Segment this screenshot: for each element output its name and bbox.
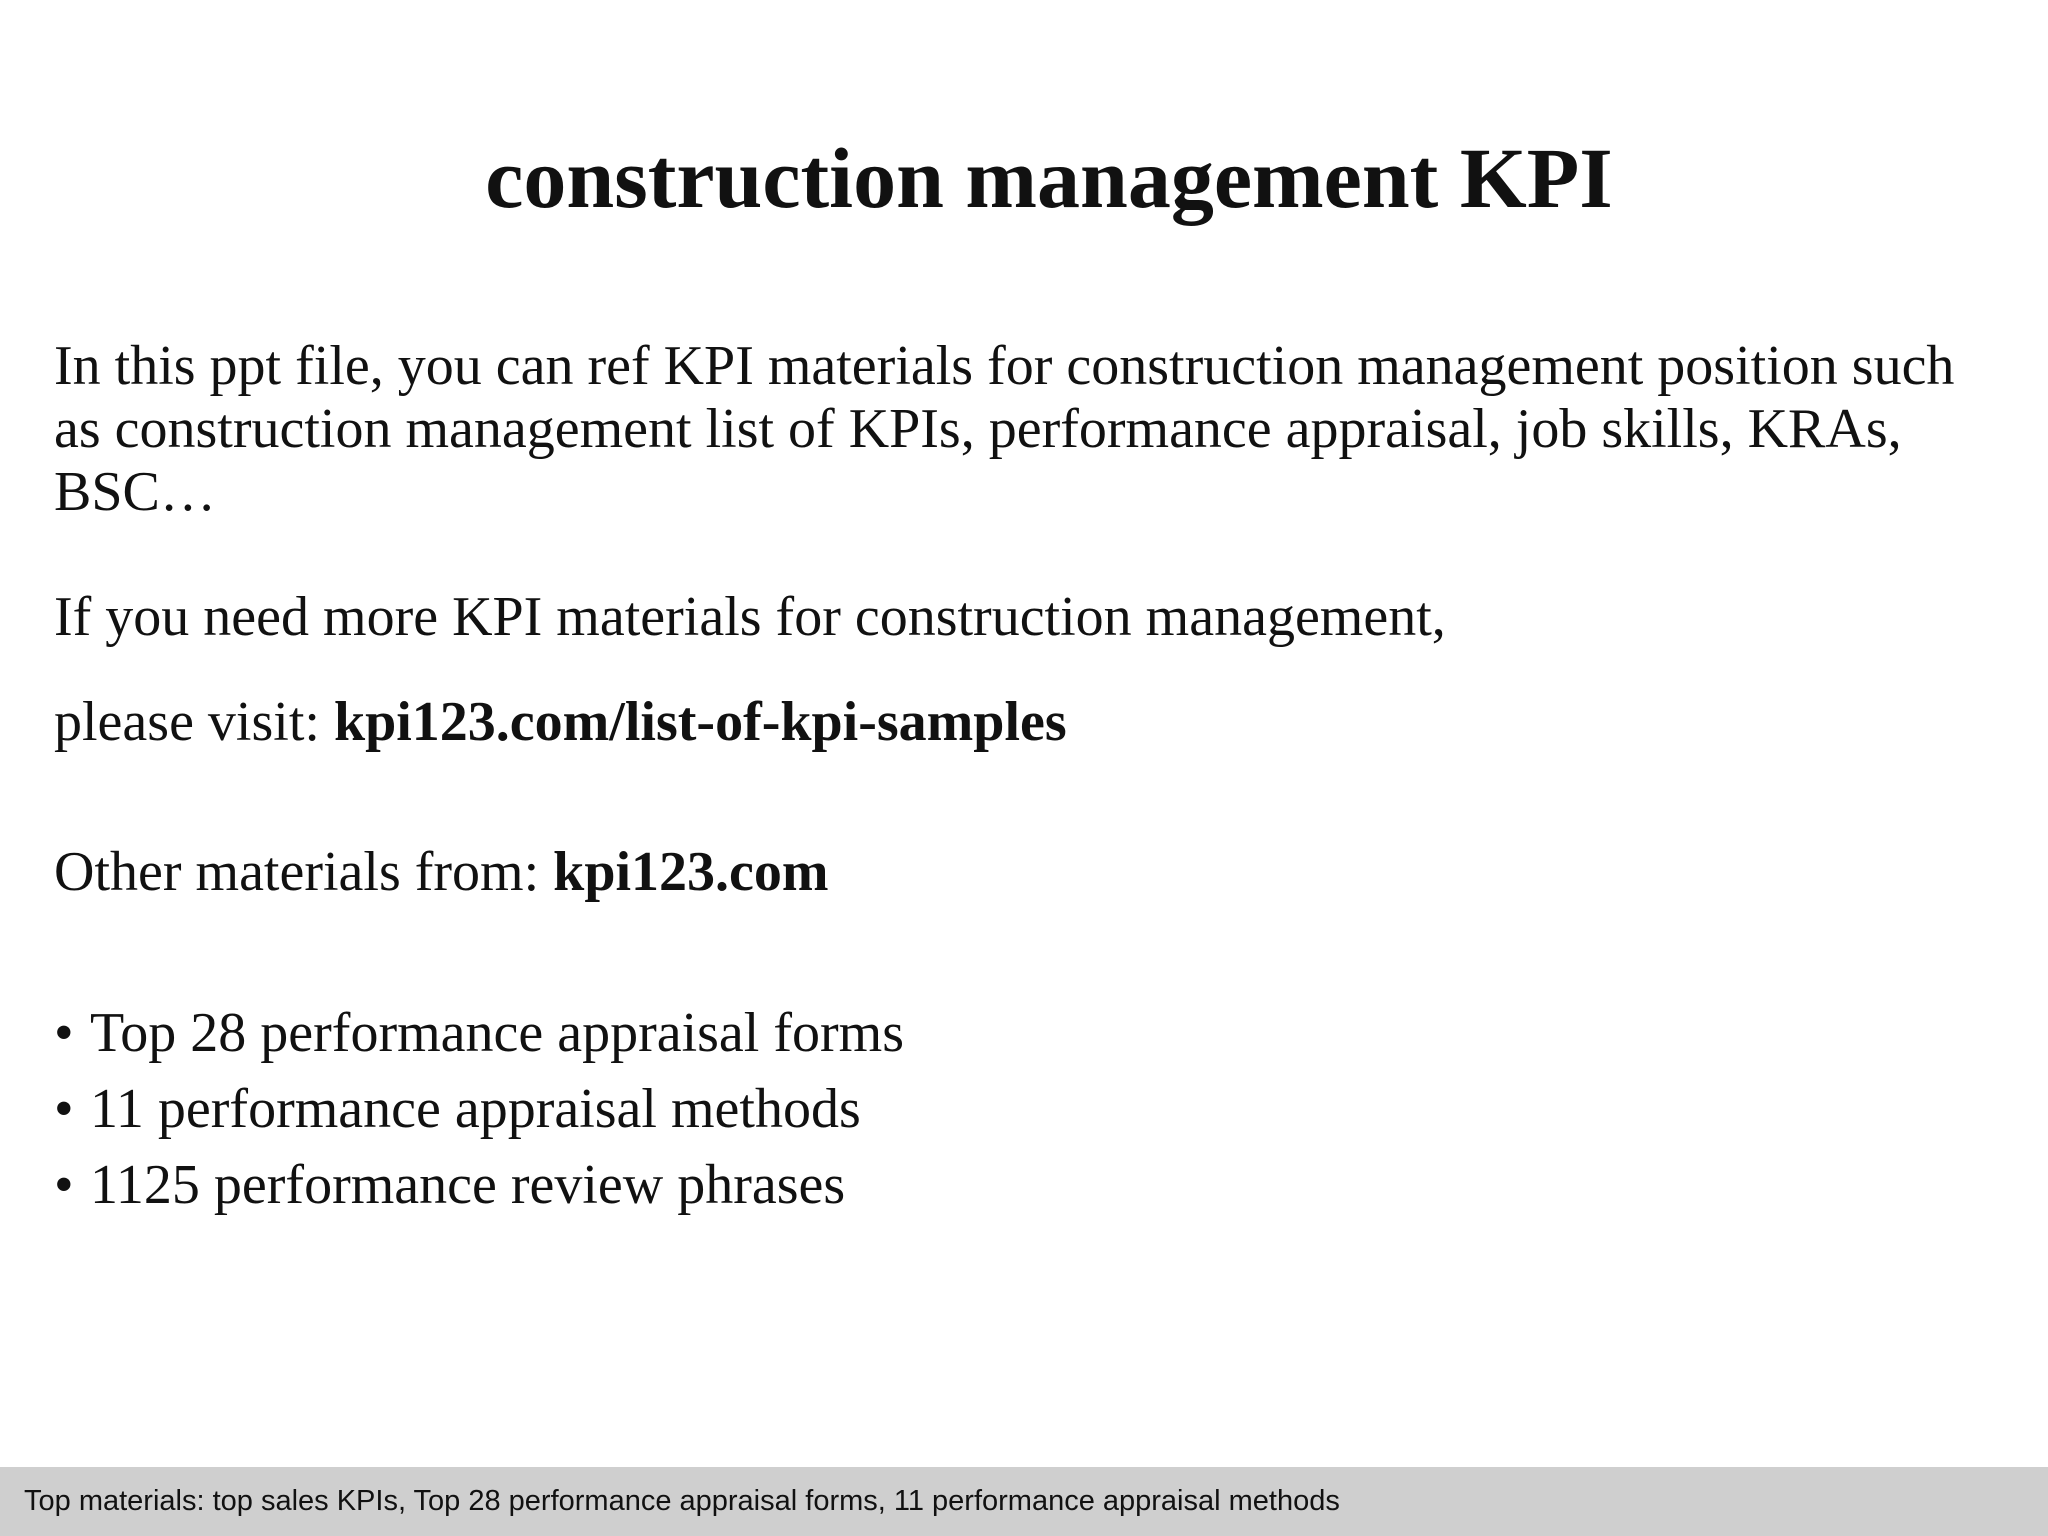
visit-line xyxy=(54,691,1067,754)
list-item-label: 1125 performance review phrases xyxy=(90,1154,846,1216)
kpi-samples-link[interactable]: kpi123.com/list-of-kpi-samples xyxy=(333,691,1067,753)
footer-text: Top materials: top sales KPIs, Top 28 performance appraisal forms, 11 performance appraisal methods xyxy=(24,1485,1340,1517)
bullet-icon: • xyxy=(54,1154,74,1216)
slide-title: construction management KPI xyxy=(485,130,1613,226)
materials-list xyxy=(54,995,904,1223)
kpi123-link[interactable]: kpi123.com xyxy=(553,841,829,903)
bullet-icon: • xyxy=(54,1002,74,1064)
list-item xyxy=(54,1147,904,1223)
list-item-label: 11 performance appraisal methods xyxy=(90,1078,861,1140)
intro-paragraph: In this ppt file, you can ref KPI materials for construction management position such as construction management list of KPIs, performance appraisal, job skills, KRAs, BSC… xyxy=(54,335,1955,523)
list-item xyxy=(54,1071,904,1147)
bullet-icon: • xyxy=(54,1078,74,1140)
visit-label: please visit: xyxy=(54,691,334,753)
list-item-label: Top 28 performance appraisal forms xyxy=(90,1002,904,1064)
footer-bar xyxy=(0,1467,2048,1536)
list-item xyxy=(54,995,904,1071)
other-label: Other materials from: xyxy=(54,841,554,903)
more-materials-line: If you need more KPI materials for construction management, xyxy=(54,586,1446,648)
other-materials-line xyxy=(54,841,829,904)
